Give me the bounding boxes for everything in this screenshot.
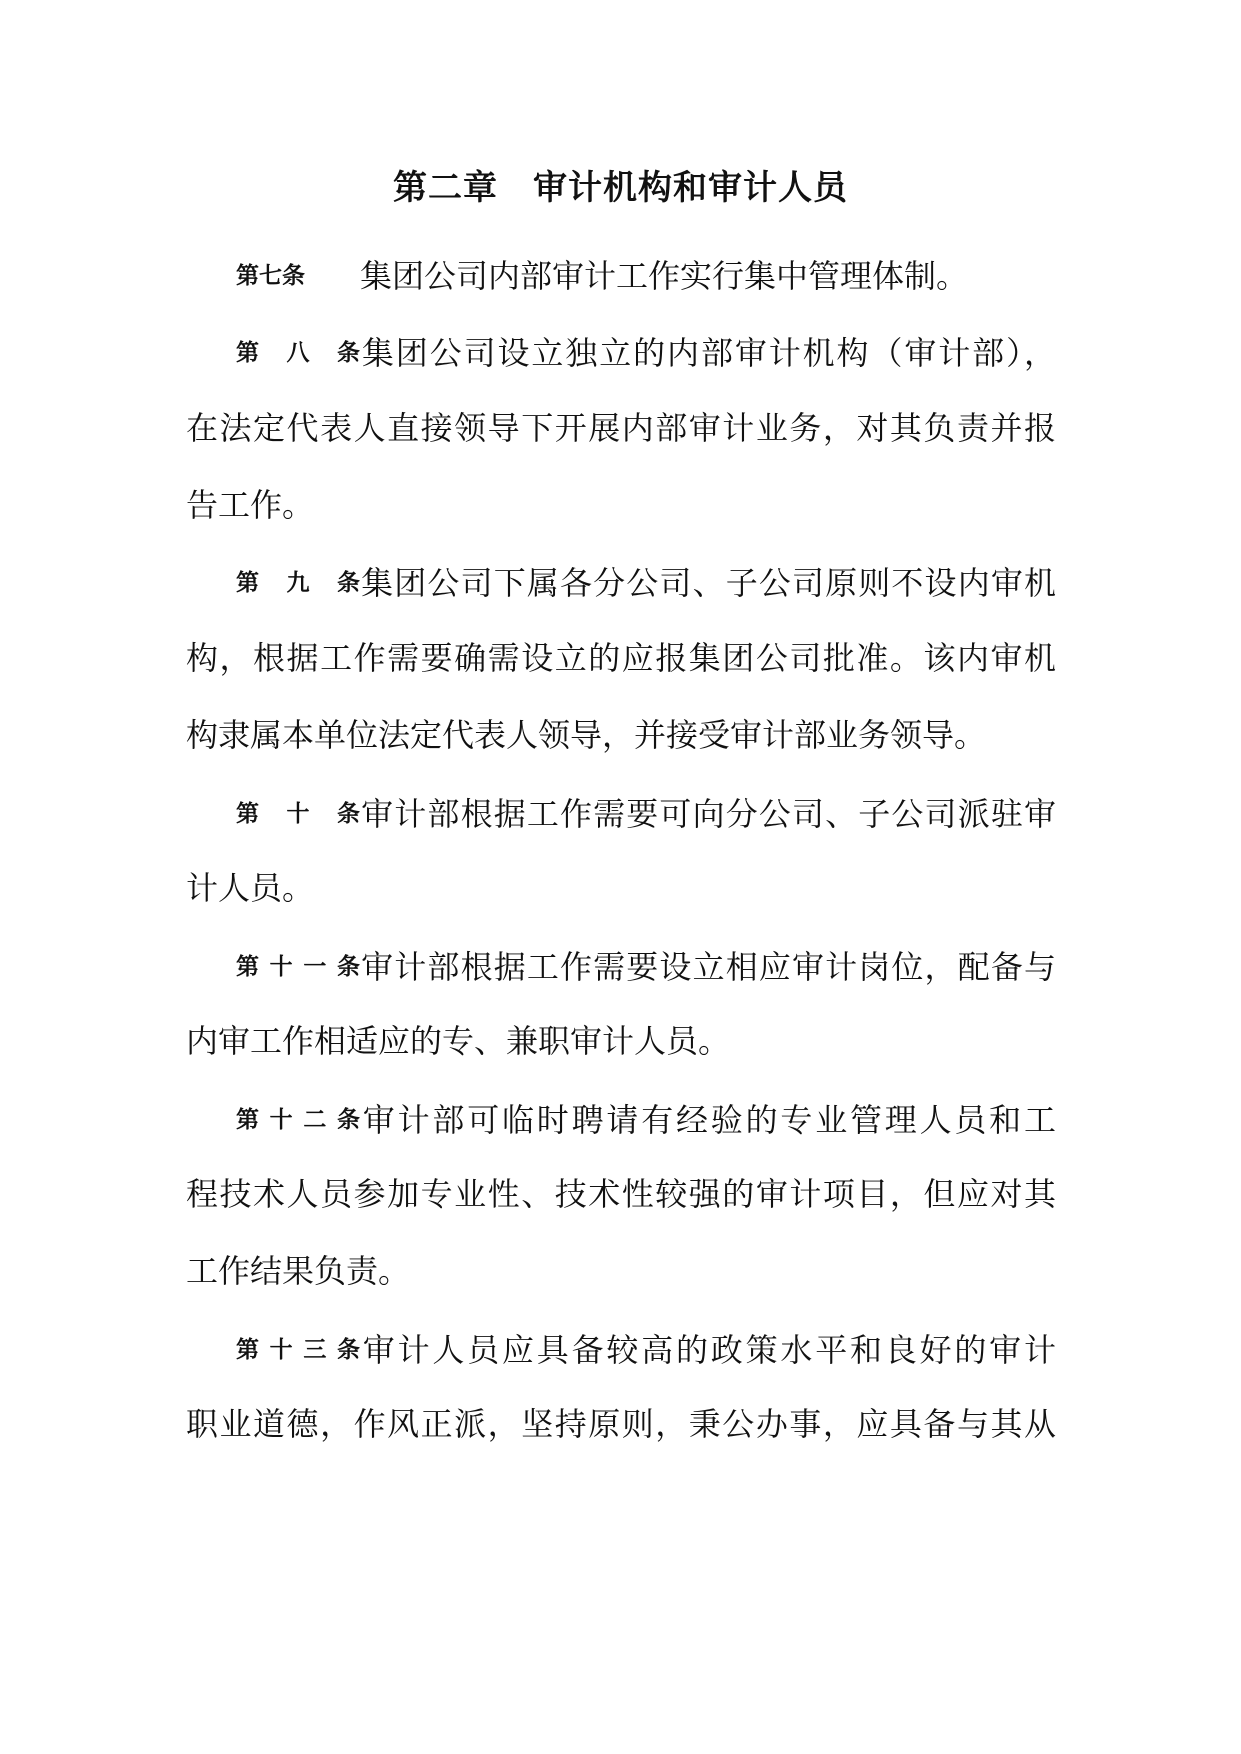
article-text: 集团公司内部审计工作实行集中管理体制。 bbox=[360, 257, 969, 295]
article-13-line-2: 职业道德，作风正派，坚持原则，秉公办事，应具备与其从 bbox=[186, 1405, 1056, 1443]
article-text: 审计人员应具备较高的政策水平和良好的审计 bbox=[360, 1331, 1056, 1369]
chapter-title: 第二章 审计机构和审计人员 bbox=[393, 168, 848, 208]
article-text: 集团公司下属各分公司、子公司原则不设内审机 bbox=[360, 564, 1056, 602]
article-text: 审计部可临时聘请有经验的专业管理人员和工 bbox=[360, 1101, 1056, 1139]
article-8-line-1 bbox=[236, 323, 1056, 379]
article-11-line-1 bbox=[236, 937, 1056, 993]
article-number: 第八条 bbox=[236, 340, 360, 366]
article-12-line-2: 程技术人员参加专业性、技术性较强的审计项目，但应对其 bbox=[186, 1175, 1056, 1213]
article-text: 审计部根据工作需要可向分公司、子公司派驻审 bbox=[360, 795, 1056, 833]
article-8-line-3: 告工作。 bbox=[186, 486, 315, 524]
article-9-line-1 bbox=[236, 553, 1056, 609]
article-9-line-3: 构隶属本单位法定代表人领导，并接受审计部业务领导。 bbox=[186, 716, 987, 754]
article-9-line-2: 构，根据工作需要确需设立的应报集团公司批准。该内审机 bbox=[186, 639, 1056, 677]
article-number: 第十二条 bbox=[236, 1107, 360, 1133]
article-number: 第十一条 bbox=[236, 954, 360, 980]
article-10-line-1 bbox=[236, 784, 1056, 840]
article-7-line-1 bbox=[236, 246, 1106, 302]
article-12-line-3: 工作结果负责。 bbox=[186, 1252, 411, 1290]
article-8-line-2: 在法定代表人直接领导下开展内部审计业务，对其负责并报 bbox=[186, 409, 1056, 447]
article-number: 第十条 bbox=[236, 801, 360, 827]
article-11-line-2: 内审工作相适应的专、兼职审计人员。 bbox=[186, 1022, 731, 1060]
article-number: 第七条 bbox=[236, 263, 305, 289]
article-12-line-1 bbox=[236, 1090, 1056, 1146]
article-10-line-2: 计人员。 bbox=[186, 869, 315, 907]
article-number: 第九条 bbox=[236, 570, 360, 596]
article-13-line-1 bbox=[236, 1320, 1056, 1376]
article-text: 集团公司设立独立的内部审计机构（审计部）， bbox=[360, 334, 1056, 372]
article-number: 第十三条 bbox=[236, 1337, 360, 1363]
article-text: 审计部根据工作需要设立相应审计岗位，配备与 bbox=[360, 948, 1056, 986]
